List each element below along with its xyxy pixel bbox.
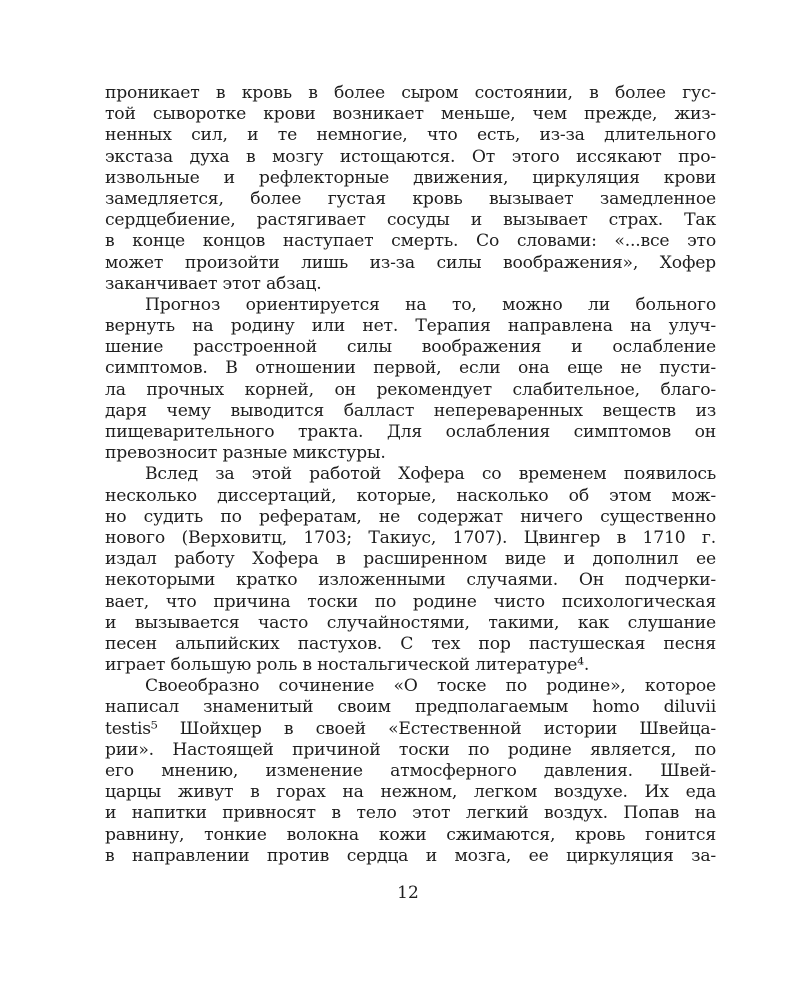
text-line: в конце концов наступает смерть. Со словами: «...все это bbox=[105, 231, 716, 252]
paragraph bbox=[105, 83, 716, 295]
text-line: и вызывается часто случайностями, такими, как слушание bbox=[105, 612, 716, 633]
text-line: даря чему выводится балласт непереваренных веществ из bbox=[105, 400, 716, 421]
text-line: извольные и рефлекторные движения, циркуляция крови bbox=[105, 167, 716, 188]
text-line: пищеварительного тракта. Для ослабления симптомов он bbox=[105, 422, 716, 442]
text-line: Своеобразно сочинение «О тоске по родине», которое bbox=[145, 676, 716, 697]
text-line: вает, что причина тоски по родине чисто психологическая bbox=[105, 591, 716, 612]
text-line: в направлении против сердца и мозга, ее циркуляция за- bbox=[105, 845, 716, 866]
text-line: той сыворотке крови возникает меньше, чем прежде, жиз- bbox=[105, 104, 716, 125]
text-line: проникает в кровь в более сыром состоянии, в более гус- bbox=[105, 83, 716, 103]
text-line: равнину, тонкие волокна кожи сжимаются, кровь гонится bbox=[105, 824, 716, 845]
text-line: сердцебиение, растягивает сосуды и вызывает страх. Так bbox=[105, 210, 716, 231]
text-line: может произойти лишь из-за силы воображения», Хофер bbox=[105, 252, 716, 273]
text-line: некоторыми кратко изложенными случаями. Он подчерки- bbox=[105, 570, 716, 591]
text-line: но судить по рефератам, не содержат ничего существенно bbox=[105, 506, 716, 527]
text-line: песен альпийских пастухов. С тех пор пастушеская песня bbox=[105, 633, 716, 654]
text-line: ла прочных корней, он рекомендует слабительное, благо- bbox=[105, 379, 716, 400]
page-number: 12 bbox=[397, 883, 419, 903]
text-line: шение расстроенной силы воображения и ослабление bbox=[105, 337, 716, 358]
page-body bbox=[105, 83, 716, 867]
text-line: рии». Настоящей причиной тоски по родине является, по bbox=[105, 739, 716, 760]
paragraph bbox=[105, 676, 716, 867]
text-line: и напитки привносят в тело этот легкий воздух. Попав на bbox=[105, 803, 716, 824]
text-line: написал знаменитый своим предполагаемым homo diluvii bbox=[105, 697, 716, 718]
text-line: царцы живут в горах на нежном, легком воздухе. Их еда bbox=[105, 782, 716, 803]
text-line: издал работу Хофера в расширенном виде и дополнил ее bbox=[105, 549, 716, 570]
text-line: симптомов. В отношении первой, если она еще не пусти- bbox=[105, 358, 716, 379]
text-line: играет большую роль в ностальгической литературе⁴. bbox=[105, 655, 590, 676]
text-line: несколько диссертаций, которые, насколько об этом мож- bbox=[105, 485, 716, 506]
paragraph bbox=[105, 464, 716, 676]
text-line: экстаза духа в мозгу истощаются. От этого иссякают про- bbox=[105, 146, 716, 167]
text-line: заканчивает этот абзац. bbox=[105, 273, 322, 294]
paragraph bbox=[105, 295, 716, 465]
text-line: замедляется, более густая кровь вызывает замедленное bbox=[105, 188, 716, 209]
text-line: превозносит разные микстуры. bbox=[105, 443, 386, 464]
text-line: Вслед за этой работой Хофера со временем появилось bbox=[145, 464, 716, 485]
text-line: вернуть на родину или нет. Терапия направлена на улуч- bbox=[105, 316, 716, 337]
text-line: Прогноз ориентируется на то, можно ли больного bbox=[145, 294, 716, 315]
text-line: нового (Верховитц, 1703; Такиус, 1707). Цвингер в 1710 г. bbox=[105, 527, 716, 548]
text-line: ненных сил, и те немногие, что есть, из-за длительного bbox=[105, 125, 716, 146]
text-line: его мнению, изменение атмосферного давления. Швей- bbox=[105, 761, 716, 781]
text-line: testis⁵ Шойхцер в своей «Естественной истории Швейца- bbox=[105, 718, 716, 739]
